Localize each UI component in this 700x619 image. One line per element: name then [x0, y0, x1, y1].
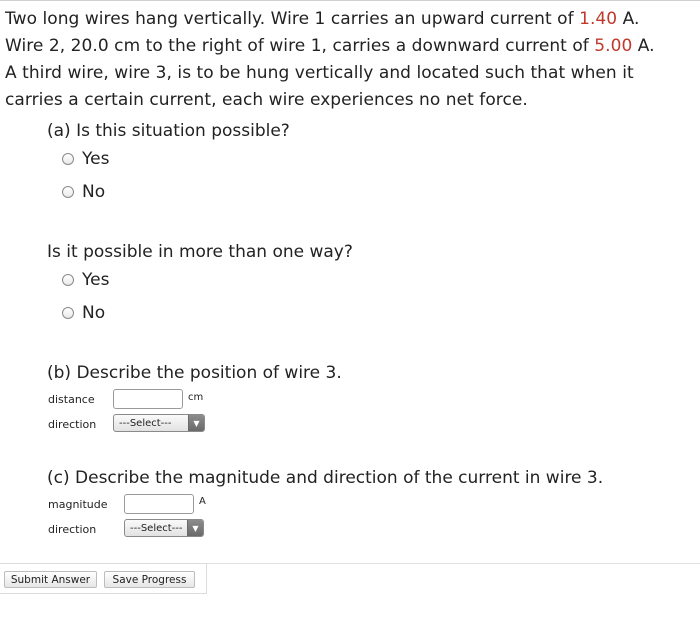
chevron-down-icon: ▼ [187, 520, 203, 536]
top-divider [0, 0, 700, 1]
current-1-value: 1.40 [579, 9, 618, 29]
problem-line-4: carries a certain current, each wire experiences no net force. [5, 90, 528, 110]
part-a-option-no[interactable] [62, 181, 105, 203]
distance-input[interactable] [113, 389, 183, 409]
problem-statement [5, 6, 695, 114]
select-value: ---Select--- [130, 522, 183, 534]
part-a-question: (a) Is this situation possible? [47, 121, 290, 141]
option-label: Yes [82, 149, 110, 169]
magnitude-unit: A [199, 496, 206, 507]
problem-text: A. [632, 36, 655, 56]
radio-button[interactable] [62, 307, 74, 319]
option-label: Yes [82, 270, 110, 290]
magnitude-input[interactable] [124, 494, 194, 514]
problem-line-2 [5, 33, 695, 60]
current-direction-label: direction [48, 523, 97, 536]
part-a2-option-no[interactable] [62, 302, 105, 324]
part-c-question: (c) Describe the magnitude and direction of the current in wire 3. [47, 468, 604, 488]
direction-label: direction [48, 418, 97, 431]
select-value: ---Select--- [119, 417, 172, 429]
problem-text: A. [617, 9, 640, 29]
part-a-question-2: Is it possible in more than one way? [47, 242, 353, 262]
radio-button[interactable] [62, 274, 74, 286]
radio-button[interactable] [62, 153, 74, 165]
distance-unit: cm [188, 392, 204, 403]
magnitude-label: magnitude [48, 498, 108, 511]
problem-text: Wire 2, 20.0 cm to the right of wire 1, carries a downward current of [5, 36, 595, 56]
save-progress-button[interactable]: Save Progress [104, 571, 195, 588]
current-direction-select[interactable] [124, 519, 204, 537]
part-a-option-yes[interactable] [62, 148, 109, 170]
position-direction-select[interactable] [113, 414, 205, 432]
button-bar-divider [207, 563, 700, 564]
option-label: No [82, 303, 106, 323]
problem-text: Two long wires hang vertically. Wire 1 carries an upward current of [5, 9, 580, 29]
option-label: No [82, 182, 106, 202]
submit-answer-button[interactable]: Submit Answer [4, 571, 97, 588]
problem-line-3: A third wire, wire 3, is to be hung vertically and located such that when it [5, 63, 634, 83]
part-b-question: (b) Describe the position of wire 3. [47, 363, 342, 383]
part-a2-option-yes[interactable] [62, 269, 109, 291]
radio-button[interactable] [62, 186, 74, 198]
problem-line-1 [5, 6, 695, 33]
distance-label: distance [48, 393, 95, 406]
current-2-value: 5.00 [594, 36, 633, 56]
chevron-down-icon: ▼ [188, 415, 204, 431]
